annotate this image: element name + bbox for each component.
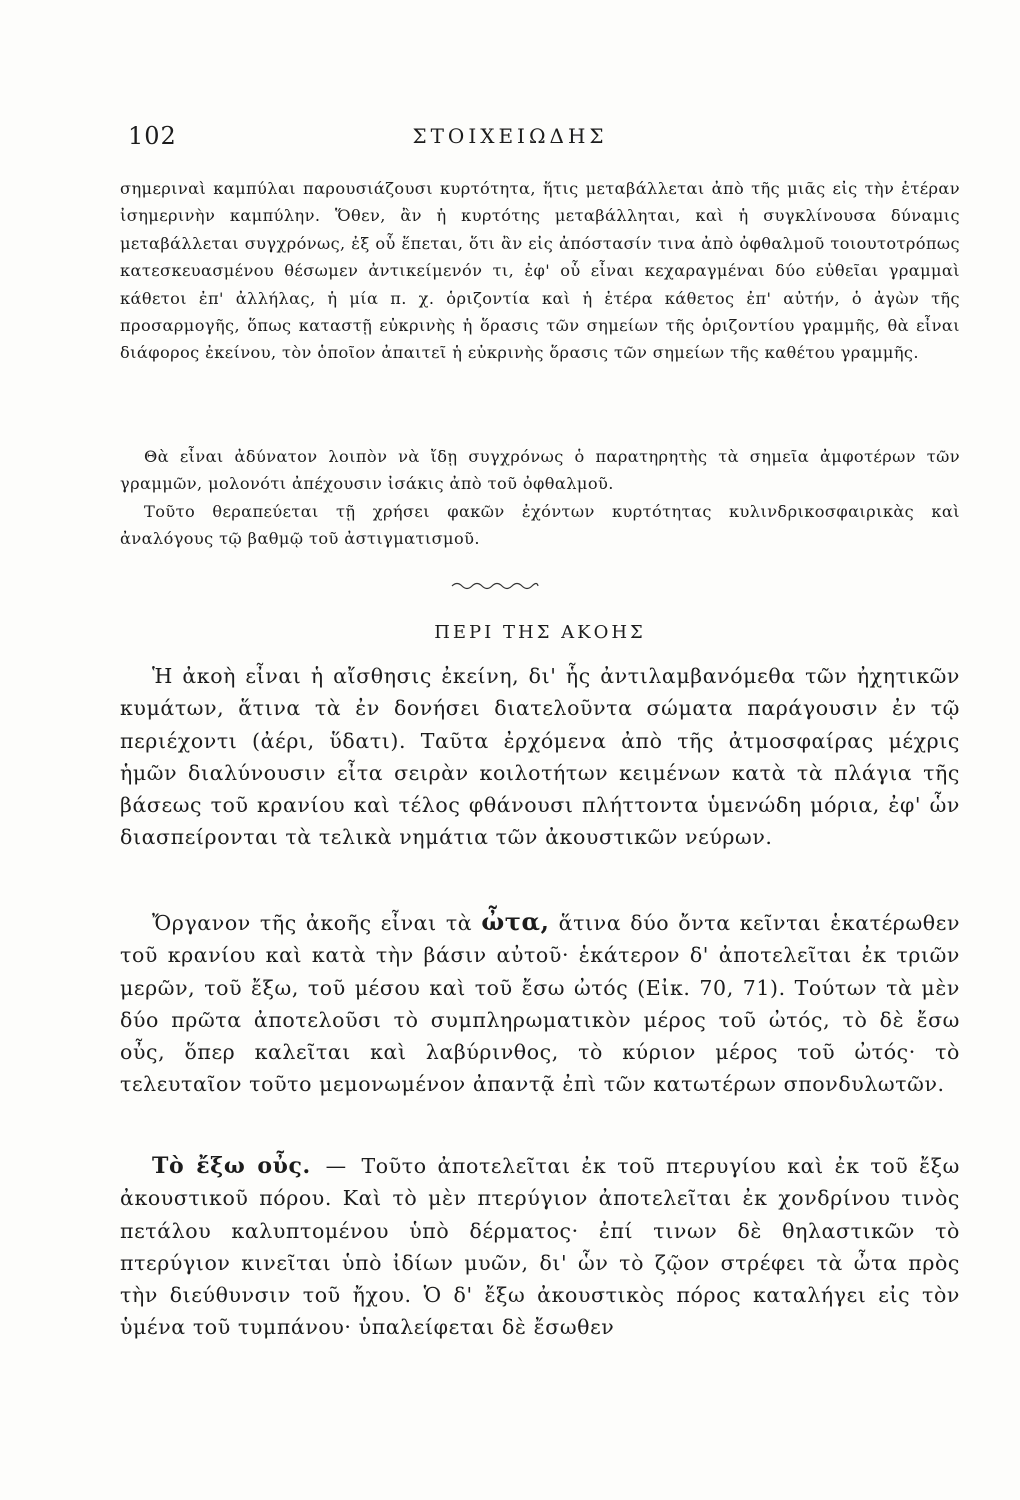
paragraph-continued — [120, 175, 960, 367]
running-title: ΣΤΟΙΧΕΙΩΔΗΣ — [412, 124, 608, 148]
paragraph-text — [120, 1150, 960, 1344]
em-dash: — — [325, 1154, 347, 1178]
running-head — [120, 118, 900, 158]
paragraph-group — [120, 443, 960, 553]
page-number: 102 — [128, 122, 177, 150]
paragraph-text: Θὰ εἶναι ἀδύνατον λοιπὸν νὰ ἴδῃ συγχρόνως ὁ παρατηρητὴς τὰ σημεῖα ἀμφοτέρων τῶν γραμμῶν, μολονότι ἀπέχουσιν ἰσάκις ἀπὸ τοῦ ὀφθαλμοῦ. — [120, 447, 960, 494]
paragraph — [120, 660, 960, 854]
paragraph-text: Τοῦτο θεραπεύεται τῇ χρήσει φακῶν ἐχόντων κυρτότητας κυλινδρικοσφαιρικὰς καὶ ἀναλόγους τῷ βαθμῷ τοῦ ἀστιγματισμοῦ. — [120, 501, 960, 549]
text-run: Ὄργανον τῆς ἀκοῆς εἶναι τὰ — [152, 911, 473, 935]
section-heading: ΠΕΡΙ ΤΗΣ ΑΚΟΗΣ — [434, 622, 646, 643]
paragraph — [120, 1150, 960, 1344]
paragraph-text: σημεριναὶ καμπύλαι παρουσιάζουσι κυρτότητα, ἥτις μεταβάλλεται ἀπὸ τῆς μιᾶς εἰς τὴν ἑτέραν ἰσημερινὴν καμπύλην. Ὅθεν, ἂν ἡ κυρτότης μεταβάλληται, καὶ ἡ συγκλίνουσα δύναμις μεταβάλλεται συγχρόνως, ἐξ οὗ ἕπεται, ὅτι ἂν εἰς ἀπόστασίν τινα ἀπὸ ὀφθαλμοῦ τοιουτοτρόπως κατεσκευασμένου θέσωμεν ἀντικείμενόν τι, ἐφ' οὗ εἶναι κεχαραγμέναι δύο εὐθεῖαι γραμμαὶ κάθετοι ἐπ' ἀλλήλας, ἡ μία π. χ. ὁριζοντία καὶ ἡ ἑτέρα κάθετος ἐπ' αὐτήν, ὁ ἀγὼν τῆς προσαρμογῆς, ὅπως καταστῇ εὐκρινὴς ἡ ὅρασις τῶν σημείων τῆς ὁριζοντίου γραμμῆς, θὰ εἶναι διάφορος ἐκείνου, τὸν ὁποῖον ἀπαιτεῖ ἡ εὐκρινὴς ὅρασις τῶν σημείων τῆς καθέτου γραμμῆς. — [120, 179, 960, 363]
bold-term: ὦτα, — [481, 907, 550, 936]
paragraph — [120, 906, 960, 1101]
text-run: Τοῦτο ἀποτελεῖται ἐκ τοῦ πτερυγίου καὶ ἐκ τοῦ ἔξω ἀκουστικοῦ πόρου. Καὶ τὸ μὲν πτερύγιον ἀποτελεῖται ἐκ χονδρίνου τινὸς πετάλου καλυπτομένου ὑπὸ δέρματος· ἐπί τινων δὲ θηλαστικῶν τὸ πτερύγιον κινεῖται ὑπὸ ἰδίων μυῶν, δι' ὧν τὸ ζῷον στρέφει τὰ ὦτα πρὸς τὴν διεύθυνσιν τοῦ ἤχου. Ὁ δ' ἔξω ἀκουστικὸς πόρος καταλήγει εἰς τὸν ὑμένα τοῦ τυμπάνου· ὑπαλείφεται δὲ ἔσωθεν — [120, 1154, 960, 1340]
subsection-heading: Τὸ ἔξω οὖς. — [152, 1153, 311, 1179]
paragraph-text: Ἡ ἀκοὴ εἶναι ἡ αἴσθησις ἐκείνη, δι' ἧς ἀντιλαμβανόμεθα τῶν ἠχητικῶν κυμάτων, ἅτινα τὰ ἐν δονήσει διατελοῦντα σώματα παράγουσιν ἐν τῷ περιέχοντι (ἀέρι, ὕδατι). Ταῦτα ἐρχόμενα ἀπὸ τῆς ἀτμοσφαίρας μέχρις ἡμῶν διαλύνουσιν εἶτα σειρὰν κοιλοτήτων κειμένων κατὰ τὰ πλάγια τῆς βάσεως τοῦ κρανίου καὶ τέλος φθάνουσι πλήττοντα ὑμενώδη μόρια, ἐφ' ὧν διασπείρονται τὰ τελικὰ νημάτια τῶν ἀκουστικῶν νεύρων. — [120, 664, 960, 850]
ornament-divider — [450, 580, 540, 590]
text-run: ἅτινα δύο ὄντα κεῖνται ἑκατέρωθεν τοῦ κρανίου καὶ κατὰ τὴν βάσιν αὐτοῦ· ἑκάτερον δ' ἀποτελεῖται ἐκ τριῶν μερῶν, τοῦ ἔξω, τοῦ μέσου καὶ τοῦ ἔσω ὠτός (Εἰκ. 70, 71). Τούτων τὰ μὲν δύο πρῶτα ἀποτελοῦσι τὸ συμπληρωματικὸν μέρος τοῦ ὠτός, τὸ δὲ ἔσω οὖς, ὅπερ καλεῖται καὶ λαβύρινθος, τὸ κύριον μέρος τοῦ ὠτός· τὸ τελευταῖον τοῦτο μεμονωμένον ἀπαντᾷ ἐπὶ τῶν κατωτέρων σπονδυλωτῶν. — [120, 911, 961, 1097]
paragraph-text — [120, 906, 960, 1101]
